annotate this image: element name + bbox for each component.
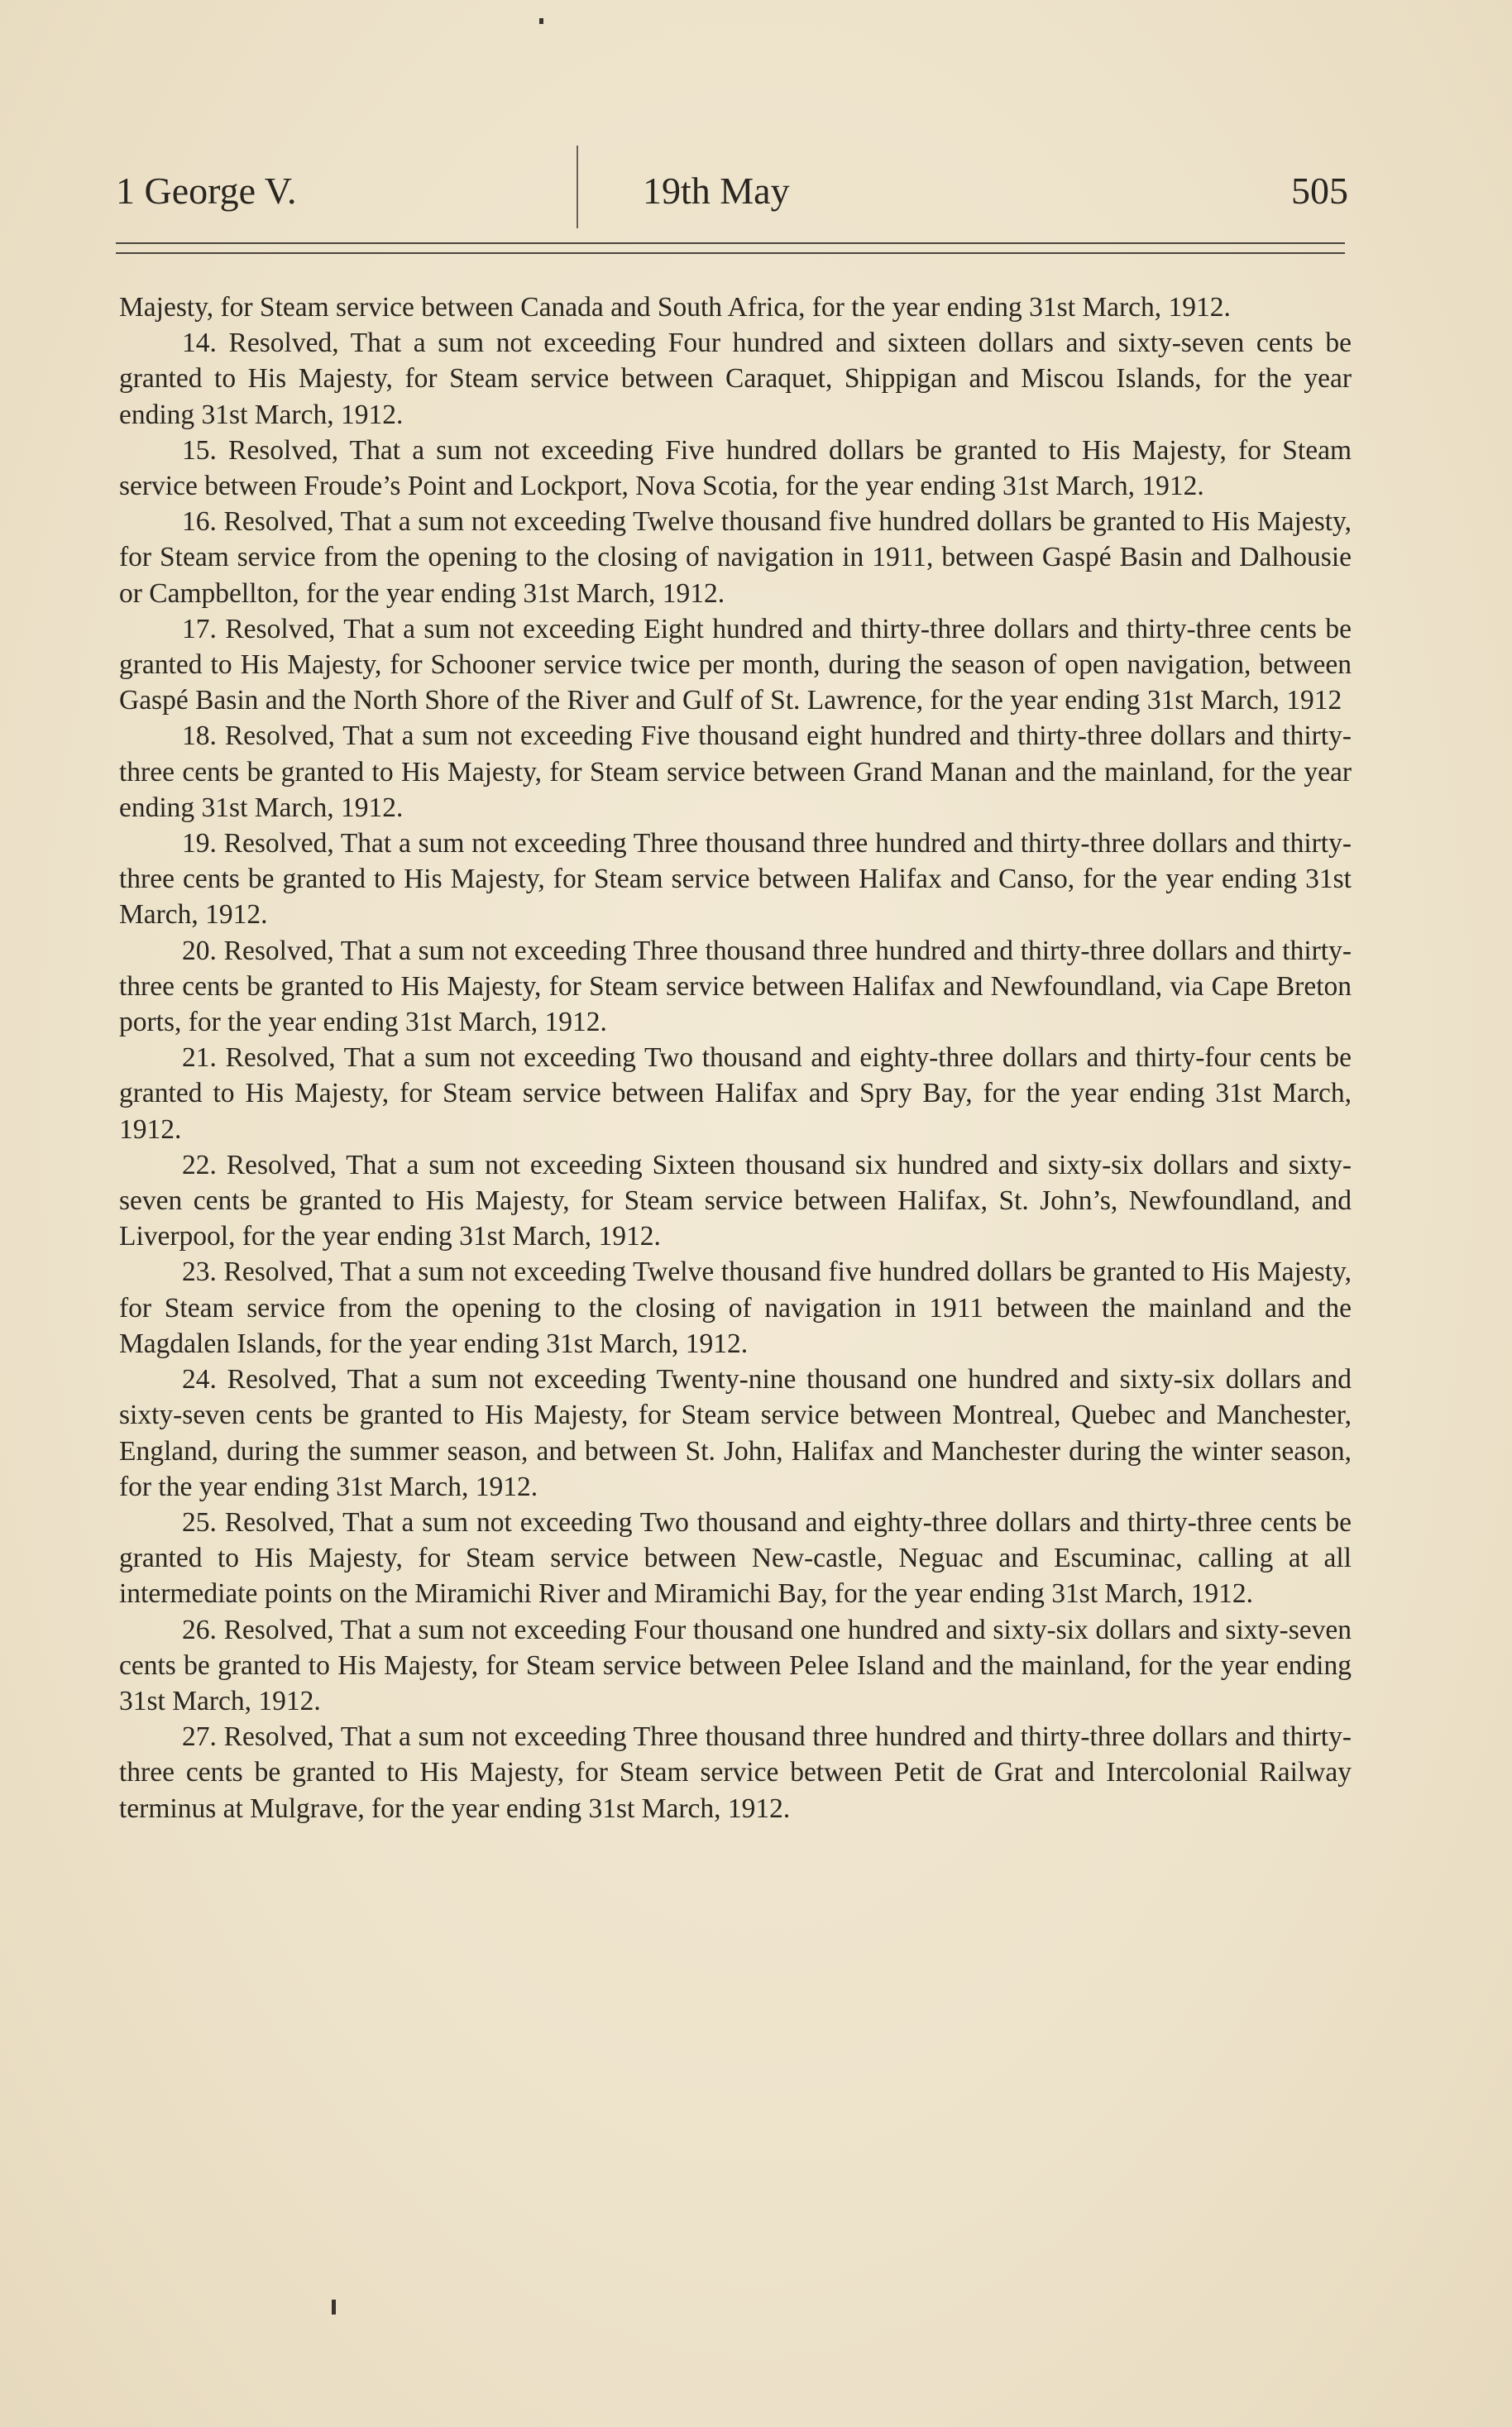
page-number: 505 (1291, 170, 1348, 212)
resolution-16: 16. Resolved, That a sum not exceeding Twelve thousand five hundred dollars be granted to His Majesty, for Steam service from the opening to the closing of navigation in 1911, between Gaspé Basin and Dalhousie or Campbellton, for the year ending 31st March, 1912. (119, 506, 1352, 609)
resolution-26: 26. Resolved, That a sum not exceeding Four thousand one hundred and sixty-six dollars and sixty-seven cents be granted to His Majesty, for Steam service between Pelee Island and the mainland, for the year ending 31st March, 1912. (119, 1614, 1352, 1716)
resolution-17: 17. Resolved, That a sum not exceeding Eight hundred and thirty-three dollars and thirty-three cents be granted to His Majesty, for Schooner service twice per month, during the season of open navigation, between Gaspé Basin and the North Shore of the River and Gulf of St. Lawrence, for the year ending 31st March, 1912 (119, 613, 1352, 716)
header-rule-top (116, 242, 1345, 244)
resolution-23: 23. Resolved, That a sum not exceeding Twelve thousand five hundred dollars be granted to His Majesty, for Steam service from the opening to the closing of navigation in 1911 between the mainland and the Magdalen Islands, for the year ending 31st March, 1912. (119, 1257, 1352, 1359)
resolution-21: 21. Resolved, That a sum not exceeding Two thousand and eighty-three dollars and thirty-four cents be granted to His Majesty, for Steam service between Halifax and Spry Bay, for the year ending 31st March, 1912. (119, 1042, 1352, 1145)
header-date: 19th May (643, 170, 790, 212)
print-speck-bottom (332, 2300, 336, 2315)
resolution-15: 15. Resolved, That a sum not exceeding Five hundred dollars be granted to His Majesty, for Steam service between Froude’s Point and Lockport, Nova Scotia, for the year ending 31st March, 1912. (119, 434, 1352, 502)
resolution-19: 19. Resolved, That a sum not exceeding Three thousand three hundred and thirty-three dollars and thirty-three cents be granted to His Majesty, for Steam service between Halifax and Canso, for the year ending 31st March, 1912. (119, 828, 1352, 931)
resolution-22: 22. Resolved, That a sum not exceeding Sixteen thousand six hundred and sixty-six dollars and sixty-seven cents be granted to His Majesty, for Steam service between Halifax, St. John’s, Newfoundland, and Liverpool, for the year ending 31st March, 1912. (119, 1149, 1352, 1252)
page-header (116, 162, 1348, 228)
header-rule-bottom (116, 252, 1345, 254)
resolution-27: 27. Resolved, That a sum not exceeding Three thousand three hundred and thirty-three dollars and thirty-three cents be granted to His Majesty, for Steam service between Petit de Grat and Intercolonial Railway terminus at Mulgrave, for the year ending 31st March, 1912. (119, 1721, 1352, 1824)
resolution-25: 25. Resolved, That a sum not exceeding Two thousand and eighty-three dollars and thirty-three cents be granted to His Majesty, for Steam service between New-castle, Neguac and Escuminac, calling at all intermediate points on the Miramichi River and Miramichi Bay, for the year ending 31st March, 1912. (119, 1506, 1352, 1610)
header-regnal-year: 1 George V. (116, 170, 297, 212)
header-divider (577, 146, 578, 228)
resolution-14: 14. Resolved, That a sum not exceeding Four hundred and sixteen dollars and sixty-seven cents be granted to His Majesty, for Steam service between Caraquet, Shippigan and Miscou Islands, for the year ending 31st March, 1912. (119, 328, 1352, 430)
resolution-24: 24. Resolved, That a sum not exceeding Twenty-nine thousand one hundred and sixty-six dollars and sixty-seven cents be granted to His Majesty, for Steam service between Montreal, Quebec and Manchester, England, during the summer season, and between St. John, Halifax and Manchester during the winter season, for the year ending 31st March, 1912. (119, 1364, 1352, 1502)
continued-paragraph: Majesty, for Steam service between Canada and South Africa, for the year ending 31st March, 1912. (119, 292, 1231, 323)
resolution-18: 18. Resolved, That a sum not exceeding Five thousand eight hundred and thirty-three dollars and thirty-three cents be granted to His Majesty, for Steam service between Grand Manan and the mainland, for the year ending 31st March, 1912. (119, 720, 1352, 823)
resolutions-body (119, 290, 1352, 1826)
resolution-20: 20. Resolved, That a sum not exceeding Three thousand three hundred and thirty-three dollars and thirty-three cents be granted to His Majesty, for Steam service between Halifax and Newfoundland, via Cape Breton ports, for the year ending 31st March, 1912. (119, 935, 1352, 1038)
print-speck-top (539, 18, 543, 24)
